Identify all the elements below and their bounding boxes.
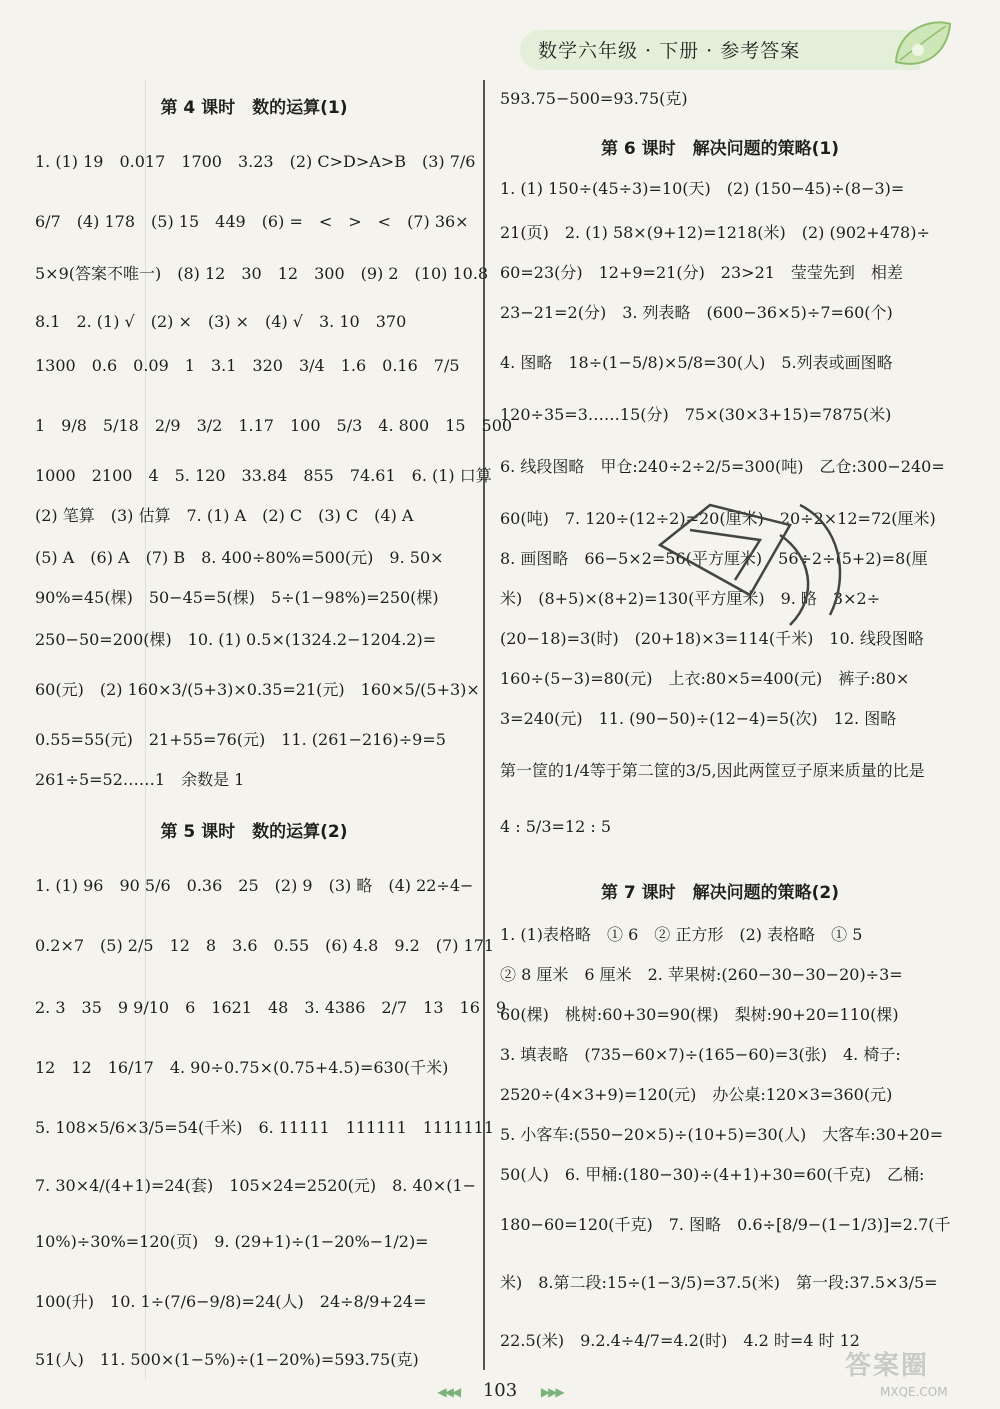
lesson-6-title: 第 6 课时 解决问题的策略(1) xyxy=(600,139,840,159)
answer-line: 60(元) (2) 160×3/(5+3)×0.35=21(元) 160×5/(5+3)× xyxy=(35,680,480,699)
answer-line: 10%)÷30%=120(页) 9. (29+1)÷(1−20%−1/2)= xyxy=(35,1232,429,1251)
answer-line: 160÷(5−3)=80(元) 上衣:80×5=400(元) 裤子:80× xyxy=(500,669,910,688)
answer-line: 2520÷(4×3+9)=120(元) 办公桌:120×3=360(元) xyxy=(500,1085,893,1104)
page-number: 103 xyxy=(482,1380,518,1401)
header-title: 数学六年级 · 下册 · 参考答案 xyxy=(538,40,801,62)
answer-line: 1 9/8 5/18 2/9 3/2 1.17 100 5/3 4. 800 15 500 xyxy=(35,416,513,435)
answer-line: 5×9(答案不唯一) (8) 12 30 12 300 (9) 2 (10) 10.8 xyxy=(35,264,489,283)
answer-line: (2) 笔算 (3) 估算 7. (1) A (2) C (3) C (4) A xyxy=(35,506,414,525)
answer-line: 0.55=55(元) 21+55=76(元) 11. (261−216)÷9=5 xyxy=(35,730,446,749)
answer-line: 4 : 5/3=12 : 5 xyxy=(500,817,611,836)
lesson-5-title: 第 5 课时 数的运算(2) xyxy=(160,822,348,842)
answer-line: 1. (1) 150÷(45÷3)=10(天) (2) (150−45)÷(8−3)= xyxy=(500,179,905,198)
answer-line: 米) 8.第二段:15÷(1−3/5)=37.5(米) 第一段:37.5×3/5= xyxy=(500,1273,938,1292)
answer-line: 7. 30×4/(4+1)=24(套) 105×24=2520(元) 8. 40×(1− xyxy=(35,1176,477,1195)
answer-line: 2. 3 35 9 9/10 6 1621 48 3. 4386 2/7 13 16 9 xyxy=(35,998,507,1017)
answer-line: (20−18)=3(时) (20+18)×3=114(千米) 10. 线段图略 xyxy=(500,629,924,648)
answer-line: 1000 2100 4 5. 120 33.84 855 74.61 6. (1) 口算 xyxy=(35,466,492,485)
answer-line: 180−60=120(千克) 7. 图略 0.6÷[8/9−(1−1/3)]=2.7(千 xyxy=(500,1215,951,1234)
lesson-4-title: 第 4 课时 数的运算(1) xyxy=(160,98,348,118)
answer-line: 第一筐的1/4等于第二筐的3/5,因此两筐豆子原来质量的比是 xyxy=(500,761,925,780)
answer-line: 50(人) 6. 甲桶:(180−30)÷(4+1)+30=60(千克) 乙桶: xyxy=(500,1165,925,1184)
answer-line: 3=240(元) 11. (90−50)÷(12−4)=5(次) 12. 图略 xyxy=(500,709,897,728)
watermark-url: MXQE.COM xyxy=(880,1385,948,1399)
answer-line: 90%=45(棵) 50−45=5(棵) 5÷(1−98%)=250(棵) xyxy=(35,588,439,607)
leaf-logo-icon xyxy=(888,10,958,80)
answer-line: 120÷35=3……15(分) 75×(30×3+15)=7875(米) xyxy=(500,405,892,424)
answer-line: 1300 0.6 0.09 1 3.1 320 3/4 1.6 0.16 7/5 xyxy=(35,356,460,375)
answer-line: 6. 线段图略 甲仓:240÷2÷2/5=300(吨) 乙仓:300−240= xyxy=(500,457,945,476)
answer-line: 5. 108×5/6×3/5=54(千米) 6. 11111 111111 1111111 xyxy=(35,1118,495,1137)
answer-line: 60=23(分) 12+9=21(分) 23>21 莹莹先到 相差 xyxy=(500,263,903,282)
lesson-7-title: 第 7 课时 解决问题的策略(2) xyxy=(600,883,840,903)
answer-line: (5) A (6) A (7) B 8. 400÷80%=500(元) 9. 50× xyxy=(35,548,444,567)
answer-line: 1. (1)表格略 ① 6 ② 正方形 (2) 表格略 ① 5 xyxy=(500,925,863,944)
answer-line: 60(吨) 7. 120÷(12÷2)=20(厘米) 20÷2×12=72(厘米) xyxy=(500,509,936,528)
answer-line: 51(人) 11. 500×(1−5%)÷(1−20%)=593.75(克) xyxy=(35,1350,419,1369)
answer-line: 60(棵) 桃树:60+30=90(棵) 梨树:90+20=110(棵) xyxy=(500,1005,899,1024)
prev-arrows-icon: ◀◀◀ xyxy=(437,1385,460,1399)
answer-line: 22.5(米) 9.2.4÷4/7=4.2(时) 4.2 时=4 时 12 xyxy=(500,1331,860,1350)
answer-line: 100(升) 10. 1÷(7/6−9/8)=24(人) 24÷8/9+24= xyxy=(35,1292,427,1311)
answer-line: 12 12 16/17 4. 90÷0.75×(0.75+4.5)=630(千米) xyxy=(35,1058,449,1077)
page-footer xyxy=(0,1380,1000,1401)
answer-line: 23−21=2(分) 3. 列表略 (600−36×5)÷7=60(个) xyxy=(500,303,893,322)
answer-line: 1. (1) 19 0.017 1700 3.23 (2) C>D>A>B (3) 7/6 xyxy=(35,152,476,171)
next-arrows-icon: ▶▶▶ xyxy=(540,1385,563,1399)
answer-line: 0.2×7 (5) 2/5 12 8 3.6 0.55 (6) 4.8 9.2 (7) 171 xyxy=(35,936,495,955)
answer-line: 5. 小客车:(550−20×5)÷(10+5)=30(人) 大客车:30+20= xyxy=(500,1125,944,1144)
answer-line: 6/7 (4) 178 (5) 15 449 (6) = < > < (7) 36× xyxy=(35,212,469,231)
answer-line: 4. 图略 18÷(1−5/8)×5/8=30(人) 5.列表或画图略 xyxy=(500,353,893,372)
answer-line: 3. 填表略 (735−60×7)÷(165−60)=3(张) 4. 椅子: xyxy=(500,1045,901,1064)
answer-line: ② 8 厘米 6 厘米 2. 苹果树:(260−30−30−20)÷3= xyxy=(500,965,903,984)
answer-line: 250−50=200(棵) 10. (1) 0.5×(1324.2−1204.2)= xyxy=(35,630,437,649)
watermark-logo: 答案圈 xyxy=(845,1351,930,1381)
answer-line: 8. 画图略 66−5×2=56(平方厘米) 56÷2÷(5+2)=8(厘 xyxy=(500,549,928,568)
stamp-mark-icon xyxy=(640,485,880,645)
answer-line: 米) (8+5)×(8+2)=130(平方厘米) 9. 略 3×2÷ xyxy=(500,589,881,608)
answer-line: 21(页) 2. (1) 58×(9+12)=1218(米) (2) (902+478)÷ xyxy=(500,223,930,242)
answer-line: 261÷5=52……1 余数是 1 xyxy=(35,770,245,789)
answer-line: 1. (1) 96 90 5/6 0.36 25 (2) 9 (3) 略 (4) 22÷4− xyxy=(35,876,474,895)
answer-line: 593.75−500=93.75(克) xyxy=(500,89,688,108)
answer-line: 8.1 2. (1) √ (2) × (3) × (4) √ 3. 10 370 xyxy=(35,312,407,331)
